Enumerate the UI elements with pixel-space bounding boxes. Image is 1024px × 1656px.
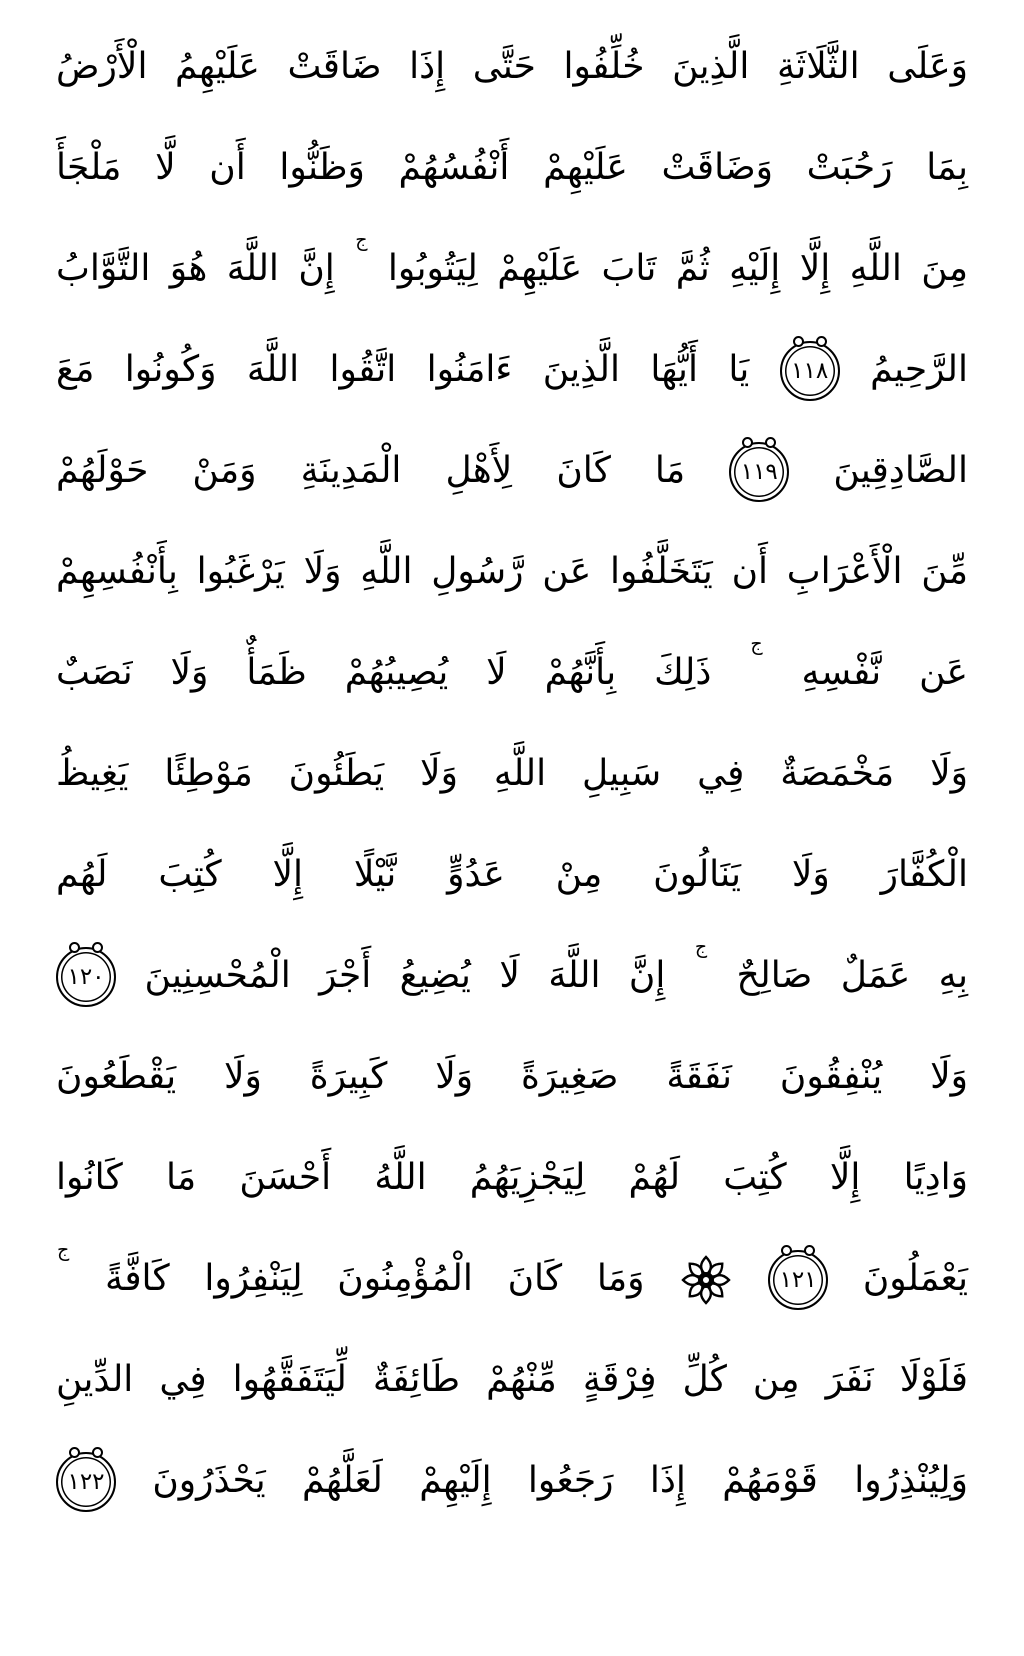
mushaf-line	[56, 1430, 968, 1531]
mushaf-line	[56, 1329, 968, 1430]
mushaf-line	[56, 117, 968, 218]
mushaf-line	[56, 420, 968, 521]
ayah-number: ١٢٢	[67, 1468, 105, 1495]
mushaf-line	[56, 521, 968, 622]
ayah-text: يَا أَيُّهَا الَّذِينَ ءَامَنُوا اتَّقُوا اللَّهَ وَكُونُوا مَعَ	[56, 349, 750, 390]
ayah-text: وَلَا يُنْفِقُونَ نَفَقَةً صَغِيرَةً وَلَا كَبِيرَةً وَلَا يَقْطَعُونَ	[56, 1056, 968, 1097]
mushaf-line: يَعْمَلُونَ ١٢١ وَمَا كَانَ الْمُؤْمِنُونَ لِيَنْفِرُوا كَافَّةً ج	[56, 1228, 968, 1329]
ayah-end-marker	[768, 1250, 828, 1310]
ayah-end-marker	[56, 947, 116, 1007]
ayah-text: الصَّادِقِينَ	[833, 450, 968, 491]
ayah-number: ١٢٠	[67, 963, 105, 990]
mushaf-line: مِنَ اللَّهِ إِلَّا إِلَيْهِ ثُمَّ تَابَ عَلَيْهِمْ لِيَتُوبُوا ج إِنَّ اللَّهَ هُوَ التَّوَّابُ	[56, 229, 968, 289]
ayah-number: ١١٨	[791, 357, 829, 384]
ayah-text: وَعَلَى الثَّلَاثَةِ الَّذِينَ خُلِّفُوا حَتَّى إِذَا ضَاقَتْ عَلَيْهِمُ الْأَرْضُ	[56, 46, 968, 87]
ayah-text: ذَلِكَ بِأَنَّهُمْ لَا يُصِيبُهُمْ ظَمَأٌ وَلَا نَصَبٌ	[56, 652, 712, 693]
ayah-text: مِنَ اللَّهِ إِلَّا إِلَيْهِ ثُمَّ تَابَ عَلَيْهِمْ لِيَتُوبُوا	[387, 248, 968, 289]
ayah-text: وَمَا كَانَ الْمُؤْمِنُونَ لِيَنْفِرُوا كَافَّةً	[105, 1258, 645, 1299]
ayah-text: الْكُفَّارَ وَلَا يَنَالُونَ مِنْ عَدُوٍّ نَّيْلًا إِلَّا كُتِبَ لَهُم	[56, 854, 968, 895]
ayah-text: إِنَّ اللَّهَ هُوَ التَّوَّابُ	[56, 248, 335, 289]
ayah-text: يَعْمَلُونَ	[862, 1258, 969, 1299]
mushaf-line: عَن نَّفْسِهِ ج ذَلِكَ بِأَنَّهُمْ لَا يُصِيبُهُمْ ظَمَأٌ وَلَا نَصَبٌ	[56, 633, 968, 693]
ayah-end-marker	[780, 341, 840, 401]
ayah-text: بِمَا رَحُبَتْ وَضَاقَتْ عَلَيْهِمْ أَنْفُسُهُمْ وَظَنُّوا أَن لَّا مَلْجَأَ	[56, 147, 968, 188]
ayah-text: وَلَا مَخْمَصَةٌ فِي سَبِيلِ اللَّهِ وَلَا يَطَئُونَ مَوْطِئًا يَغِيظُ	[56, 753, 968, 794]
ayah-number: ١١٩	[740, 458, 778, 485]
ayah-text: إِنَّ اللَّهَ لَا يُضِيعُ أَجْرَ الْمُحْسِنِينَ	[144, 955, 666, 996]
ayah-end-marker	[56, 1452, 116, 1512]
mushaf-line	[56, 16, 968, 117]
ayah-end-marker	[729, 442, 789, 502]
ayah-text: الرَّحِيمُ	[870, 349, 968, 390]
mushaf-line	[56, 319, 968, 420]
rub-el-hizb-icon	[679, 1253, 733, 1307]
ayah-text: وَادِيًا إِلَّا كُتِبَ لَهُمْ لِيَجْزِيَهُمُ اللَّهُ أَحْسَنَ مَا كَانُوا	[56, 1157, 968, 1198]
mushaf-line	[56, 824, 968, 925]
mushaf-lines	[56, 16, 968, 1531]
ayah-text: مَا كَانَ لِأَهْلِ الْمَدِينَةِ وَمَنْ حَوْلَهُمْ	[56, 450, 686, 491]
ayah-text: مِّنَ الْأَعْرَابِ أَن يَتَخَلَّفُوا عَن رَّسُولِ اللَّهِ وَلَا يَرْغَبُوا بِأَنْفُسِهِمْ	[56, 551, 968, 592]
ayah-number: ١٢١	[779, 1266, 817, 1293]
ayah-text: بِهِ عَمَلٌ صَالِحٌ	[736, 955, 969, 996]
ayah-text: عَن نَّفْسِهِ	[801, 652, 968, 693]
mushaf-line	[56, 1127, 968, 1228]
mushaf-line: بِهِ عَمَلٌ صَالِحٌ ج إِنَّ اللَّهَ لَا يُضِيعُ أَجْرَ الْمُحْسِنِينَ ١٢٠	[56, 925, 968, 1026]
ayah-text: وَلِيُنْذِرُوا قَوْمَهُمْ إِذَا رَجَعُوا إِلَيْهِمْ لَعَلَّهُمْ يَحْذَرُونَ	[152, 1460, 968, 1501]
mushaf-line	[56, 1026, 968, 1127]
mushaf-line	[56, 723, 968, 824]
ayah-text: فَلَوْلَا نَفَرَ مِن كُلِّ فِرْقَةٍ مِّنْهُمْ طَائِفَةٌ لِّيَتَفَقَّهُوا فِي الدِّينِ	[56, 1359, 968, 1400]
